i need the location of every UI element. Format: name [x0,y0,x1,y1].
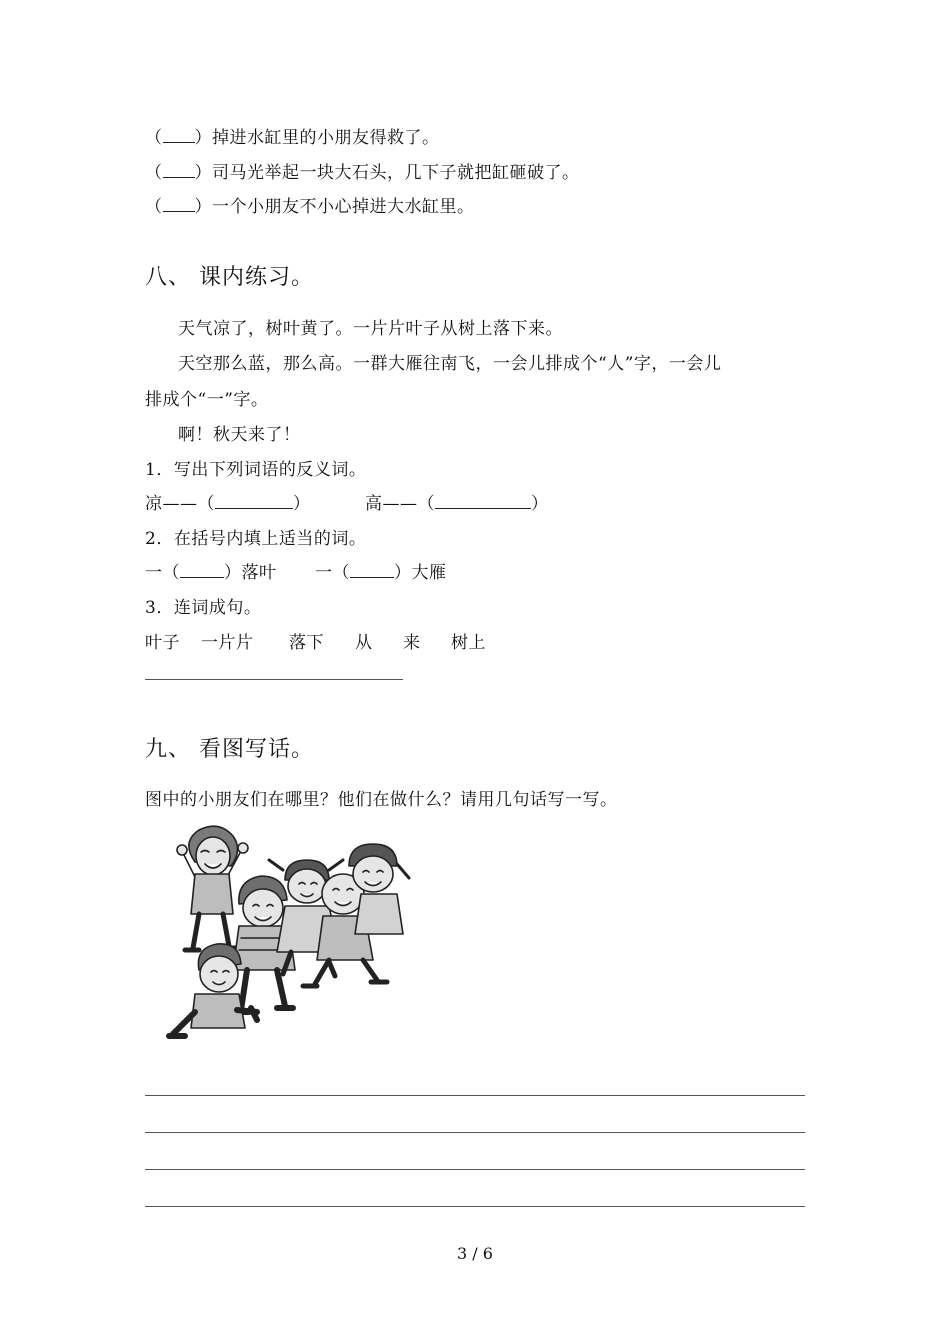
antonym-row: 凉——（ ） [145,494,311,514]
question-2: 2．在括号内填上适当的词。 [145,529,367,549]
answer-blank[interactable] [163,163,195,178]
page-number: 3 / 6 [457,1244,493,1263]
antonym-row: 高——（ ） [365,494,549,514]
passage-line: 啊！秋天来了！ [178,425,301,445]
word-item: 从 [355,633,373,653]
answer-blank[interactable] [163,128,195,143]
answer-blank[interactable] [350,563,394,578]
writing-line[interactable] [145,1206,805,1207]
question-3: 3．连词成句。 [145,598,262,618]
writing-line[interactable] [145,1132,805,1133]
answer-blank[interactable] [180,563,224,578]
word-item: 一片片 [201,633,254,653]
answer-blank[interactable] [163,197,195,212]
section8-title: 八、 课内练习。 [145,265,314,290]
passage-line: 排成个“一”字。 [145,390,269,410]
answer-blank[interactable] [435,494,531,509]
section9-title: 九、 看图写话。 [145,737,314,762]
answer-blank[interactable] [215,494,293,509]
word-item: 落下 [289,633,324,653]
writing-line[interactable] [145,1169,805,1170]
order-item: （ ）一个小朋友不小心掉进大水缸里。 [145,197,475,217]
order-item: （ ）司马光举起一块大石头，几下子就把缸砸破了。 [145,163,580,183]
children-playing-illustration [165,822,415,1052]
fill-row: 一（ ）落叶 [145,563,277,583]
word-item: 叶子 [145,633,180,653]
question-1: 1．写出下列词语的反义词。 [145,460,367,480]
fill-row: 一（ ）大雁 [315,563,447,583]
word-item: 来 [403,633,421,653]
answer-line[interactable] [145,679,403,680]
passage-line: 天空那么蓝，那么高。一群大雁往南飞，一会儿排成个“人”字，一会儿 [178,354,722,374]
writing-prompt: 图中的小朋友们在哪里？他们在做什么？请用几句话写一写。 [145,790,618,810]
word-item: 树上 [451,633,486,653]
passage-line: 天气凉了，树叶黄了。一片片叶子从树上落下来。 [178,319,563,339]
order-item: （ ）掉进水缸里的小朋友得救了。 [145,128,440,148]
writing-line[interactable] [145,1095,805,1096]
